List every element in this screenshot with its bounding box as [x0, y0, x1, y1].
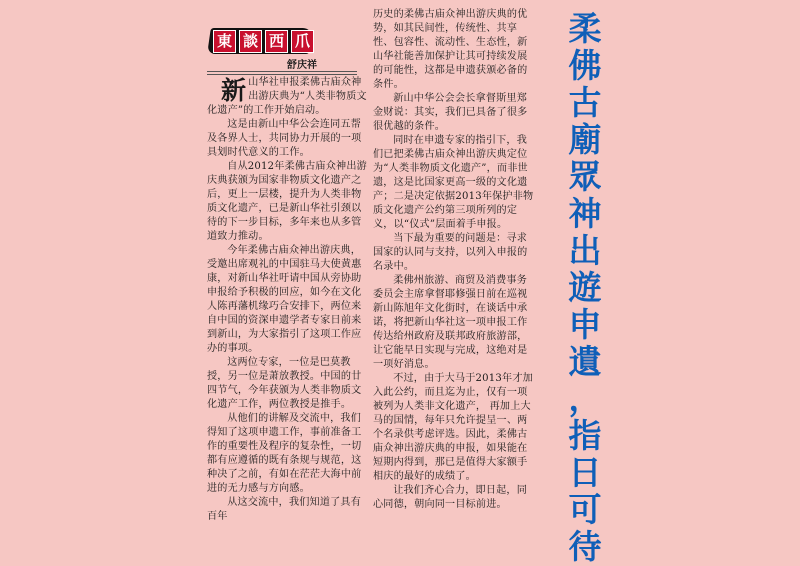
logo-char: 爪 — [291, 30, 314, 53]
paragraph: 从这交流中，我们知道了具有百年 — [207, 497, 362, 522]
paragraph: 不过，由于大马于2013年才加入此公约，而且迄为止，仅有一项被列为人类非文化遗产， 再加上大马的国情，每年只允许提呈一、两个名录供考虑评选。因此，柔佛古庙众神出游庆典的申报，如果能在短期内得到，那已是值得大家额手相庆的最好的成绩了。 — [373, 373, 533, 482]
headline-char: 眾 — [568, 157, 602, 196]
headline-char: 申 — [568, 305, 602, 344]
headline-char: 佛 — [568, 46, 602, 85]
logo-char: 談 — [239, 30, 262, 53]
paragraph: 同时在申遗专家的指引下，我们已把柔佛古庙众神出游庆典定位为“人类非物质文化遗产”，而非世遗，这是比国家更高一级的文化遗产；二是决定依据2013年保护非物质文化遗产公约第三项所列的定义，以“仪式”层面着手申报。 — [373, 135, 534, 230]
article-column-2 — [373, 8, 535, 512]
article-column-1 — [207, 76, 367, 524]
headline-char: 遺 — [568, 342, 602, 381]
headline-char: 廟 — [568, 120, 602, 159]
headline-char: 可 — [568, 490, 602, 529]
lead-paragraph — [207, 76, 367, 118]
headline-char: ， — [568, 379, 602, 418]
author-byline: 舒庆祥 — [287, 60, 317, 71]
divider — [207, 74, 357, 75]
headline-char: 神 — [568, 194, 602, 233]
headline-char: 古 — [568, 83, 602, 122]
paragraph: 这两位专家，一位是巴莫教授，另一位是萧放教授。中国的廿四节气，今年获颁为人类非物质文化遗产工作，两位教授是推手。 — [207, 357, 362, 410]
headline-char: 柔 — [568, 9, 602, 48]
divider — [207, 71, 357, 72]
vertical-headline — [550, 9, 620, 566]
paragraph: 柔佛州旅游、商贸及消费事务委员会主席拿督耶修强日前在巡视新山陈旭年文化街时，在谈话中承诺，将把新山华社这一项申报工作传达给州政府及联邦政府旅游部，让它能早日实现与完成，这绝对是一项好消息。 — [373, 275, 528, 370]
headline-char: 待 — [568, 527, 602, 566]
drop-cap: 新 — [221, 76, 247, 105]
logo-char: 東 — [213, 30, 236, 53]
paragraph: 当下最为重要的问题是：寻求国家的认同与支持，以列入申报的名录中。 — [373, 233, 528, 272]
paragraph: 新山中华公会会长拿督斯里郑金财说：其实，我们已具备了很多很优越的条件。 — [373, 93, 528, 132]
paragraph: 这是由新山中华公会连同五帮及各界人士，共同协力开展的一项具划时代意义的工作。 — [207, 119, 362, 158]
headline-char: 指 — [568, 416, 602, 455]
column-logo — [213, 30, 314, 52]
paragraph: 历史的柔佛古庙众神出游庆典的优势，如其民间性，传统性、共享性、包容性、流动性、生态性，新山华社能善加保护让其可持续发展的可能性，这都是申遗获颁必备的条件。 — [373, 9, 528, 90]
logo-char: 西 — [265, 30, 288, 53]
lead-text: 山华社申报柔佛古庙众神出游庆典为“人类非物质文化遗产”的工作开始启动。 — [207, 77, 367, 116]
paragraph: 从他们的讲解及交流中，我们得知了这项申遗工作，事前准备工作的重要性及程序的复杂性，一切都有应遵循的既有条规与规范，这种决了之前，有如在茫茫大海中前进的无力感与方向感。 — [207, 413, 362, 494]
paragraph: 自从2012年柔佛古庙众神出游庆典获颁为国家非物质文化遗产之后，更上一层楼，提升为人类非物质文化遗产，已是新山华社引颈以待的下一步目标，多年来也从多管道致力推动。 — [207, 161, 367, 242]
headline-char: 遊 — [568, 268, 602, 307]
headline-char: 日 — [568, 453, 602, 492]
headline-char: 出 — [568, 231, 602, 270]
paragraph: 今年柔佛古庙众神出游庆典，受邀出席观礼的中国驻马大使黄惠康，对新山华社吁请中国从旁协助申报给予积极的回应，如今在文化人陈再藩机缘巧合安排下，两位来自中国的资深申遗学者专家日前来到新山，为大家指引了这项工作应办的事项。 — [207, 245, 362, 354]
paragraph: 让我们齐心合力，即日起，同心同德，朝向同一目标前进。 — [373, 485, 528, 510]
